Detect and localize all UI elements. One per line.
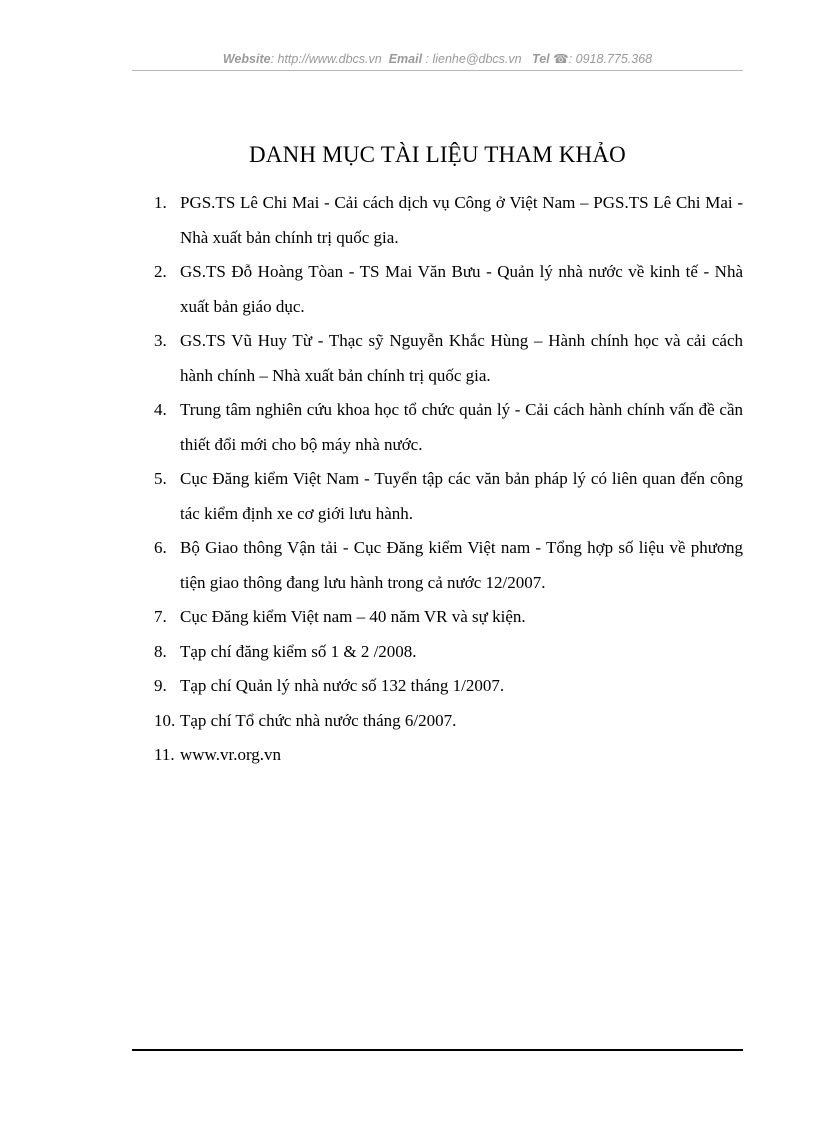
reference-text: Bộ Giao thông Vận tải - Cục Đăng kiểm Việt nam - Tổng hợp số liệu về phương tiện giao thông đang lưu hành trong cả nước 12/2007. [180,538,743,592]
reference-item [154,186,743,255]
reference-item [154,255,743,324]
reference-number: 7. [154,607,167,626]
website-url[interactable]: : http://www.dbcs.vn [270,52,382,66]
reference-item [154,600,743,635]
reference-number: 3. [154,331,167,350]
tel-value: : 0918.775.368 [568,52,653,66]
reference-text: GS.TS Đỗ Hoàng Tòan - TS Mai Văn Bưu - Quản lý nhà nước về kinh tế - Nhà xuất bản giáo dục. [180,262,743,316]
reference-list [154,186,743,773]
page-header [132,51,743,66]
reference-item [154,738,743,773]
website-label: Website [222,52,271,66]
reference-number: 9. [154,676,167,695]
reference-number: 1. [154,193,167,212]
reference-number: 2. [154,262,167,281]
reference-link[interactable]: www.vr.org.vn [180,745,282,764]
reference-item [154,704,743,739]
page-title: DANH MỤC TÀI LIỆU THAM KHẢO [248,142,626,167]
reference-number: 8. [154,641,167,661]
tel-label: Tel [532,52,550,66]
footer-divider [132,1049,743,1051]
email-label: Email [388,52,423,66]
reference-number: 5. [154,469,167,488]
reference-item [154,635,743,670]
reference-number: 11. [154,745,175,764]
telephone-icon: ☎ [553,52,569,66]
email-value[interactable]: : lienhe@dbcs.vn [422,52,522,66]
reference-text: PGS.TS Lê Chi Mai - Cải cách dịch vụ Công ở Việt Nam – PGS.TS Lê Chi Mai - Nhà xuất bản chính trị quốc gia. [180,193,743,247]
reference-text: Cục Đăng kiểm Việt nam – 40 năm VR và sự kiện. [180,607,526,626]
reference-number: 6. [154,538,167,557]
reference-item [154,531,743,600]
reference-number: 10. [154,710,176,730]
reference-text: Cục Đăng kiểm Việt Nam - Tuyển tập các văn bản pháp lý có liên quan đến công tác kiểm định xe cơ giới lưu hành. [180,469,743,523]
header-divider [132,70,743,71]
reference-item [154,462,743,531]
reference-text: Tạp chí Quản lý nhà nước số 132 tháng 1/2007. [180,676,505,695]
reference-item [154,324,743,393]
reference-text: Tạp chí đăng kiểm số 1 & 2 /2008. [180,641,417,661]
reference-text: Trung tâm nghiên cứu khoa học tổ chức quản lý - Cải cách hành chính vấn đề cần thiết đổi mới cho bộ máy nhà nước. [180,400,743,454]
reference-item [154,669,743,704]
reference-text: Tạp chí Tổ chức nhà nước tháng 6/2007. [180,710,457,730]
reference-text: GS.TS Vũ Huy Từ - Thạc sỹ Nguyễn Khắc Hùng – Hành chính học và cải cách hành chính – Nhà xuất bản chính trị quốc gia. [180,331,743,385]
reference-number: 4. [154,400,167,419]
reference-item [154,393,743,462]
